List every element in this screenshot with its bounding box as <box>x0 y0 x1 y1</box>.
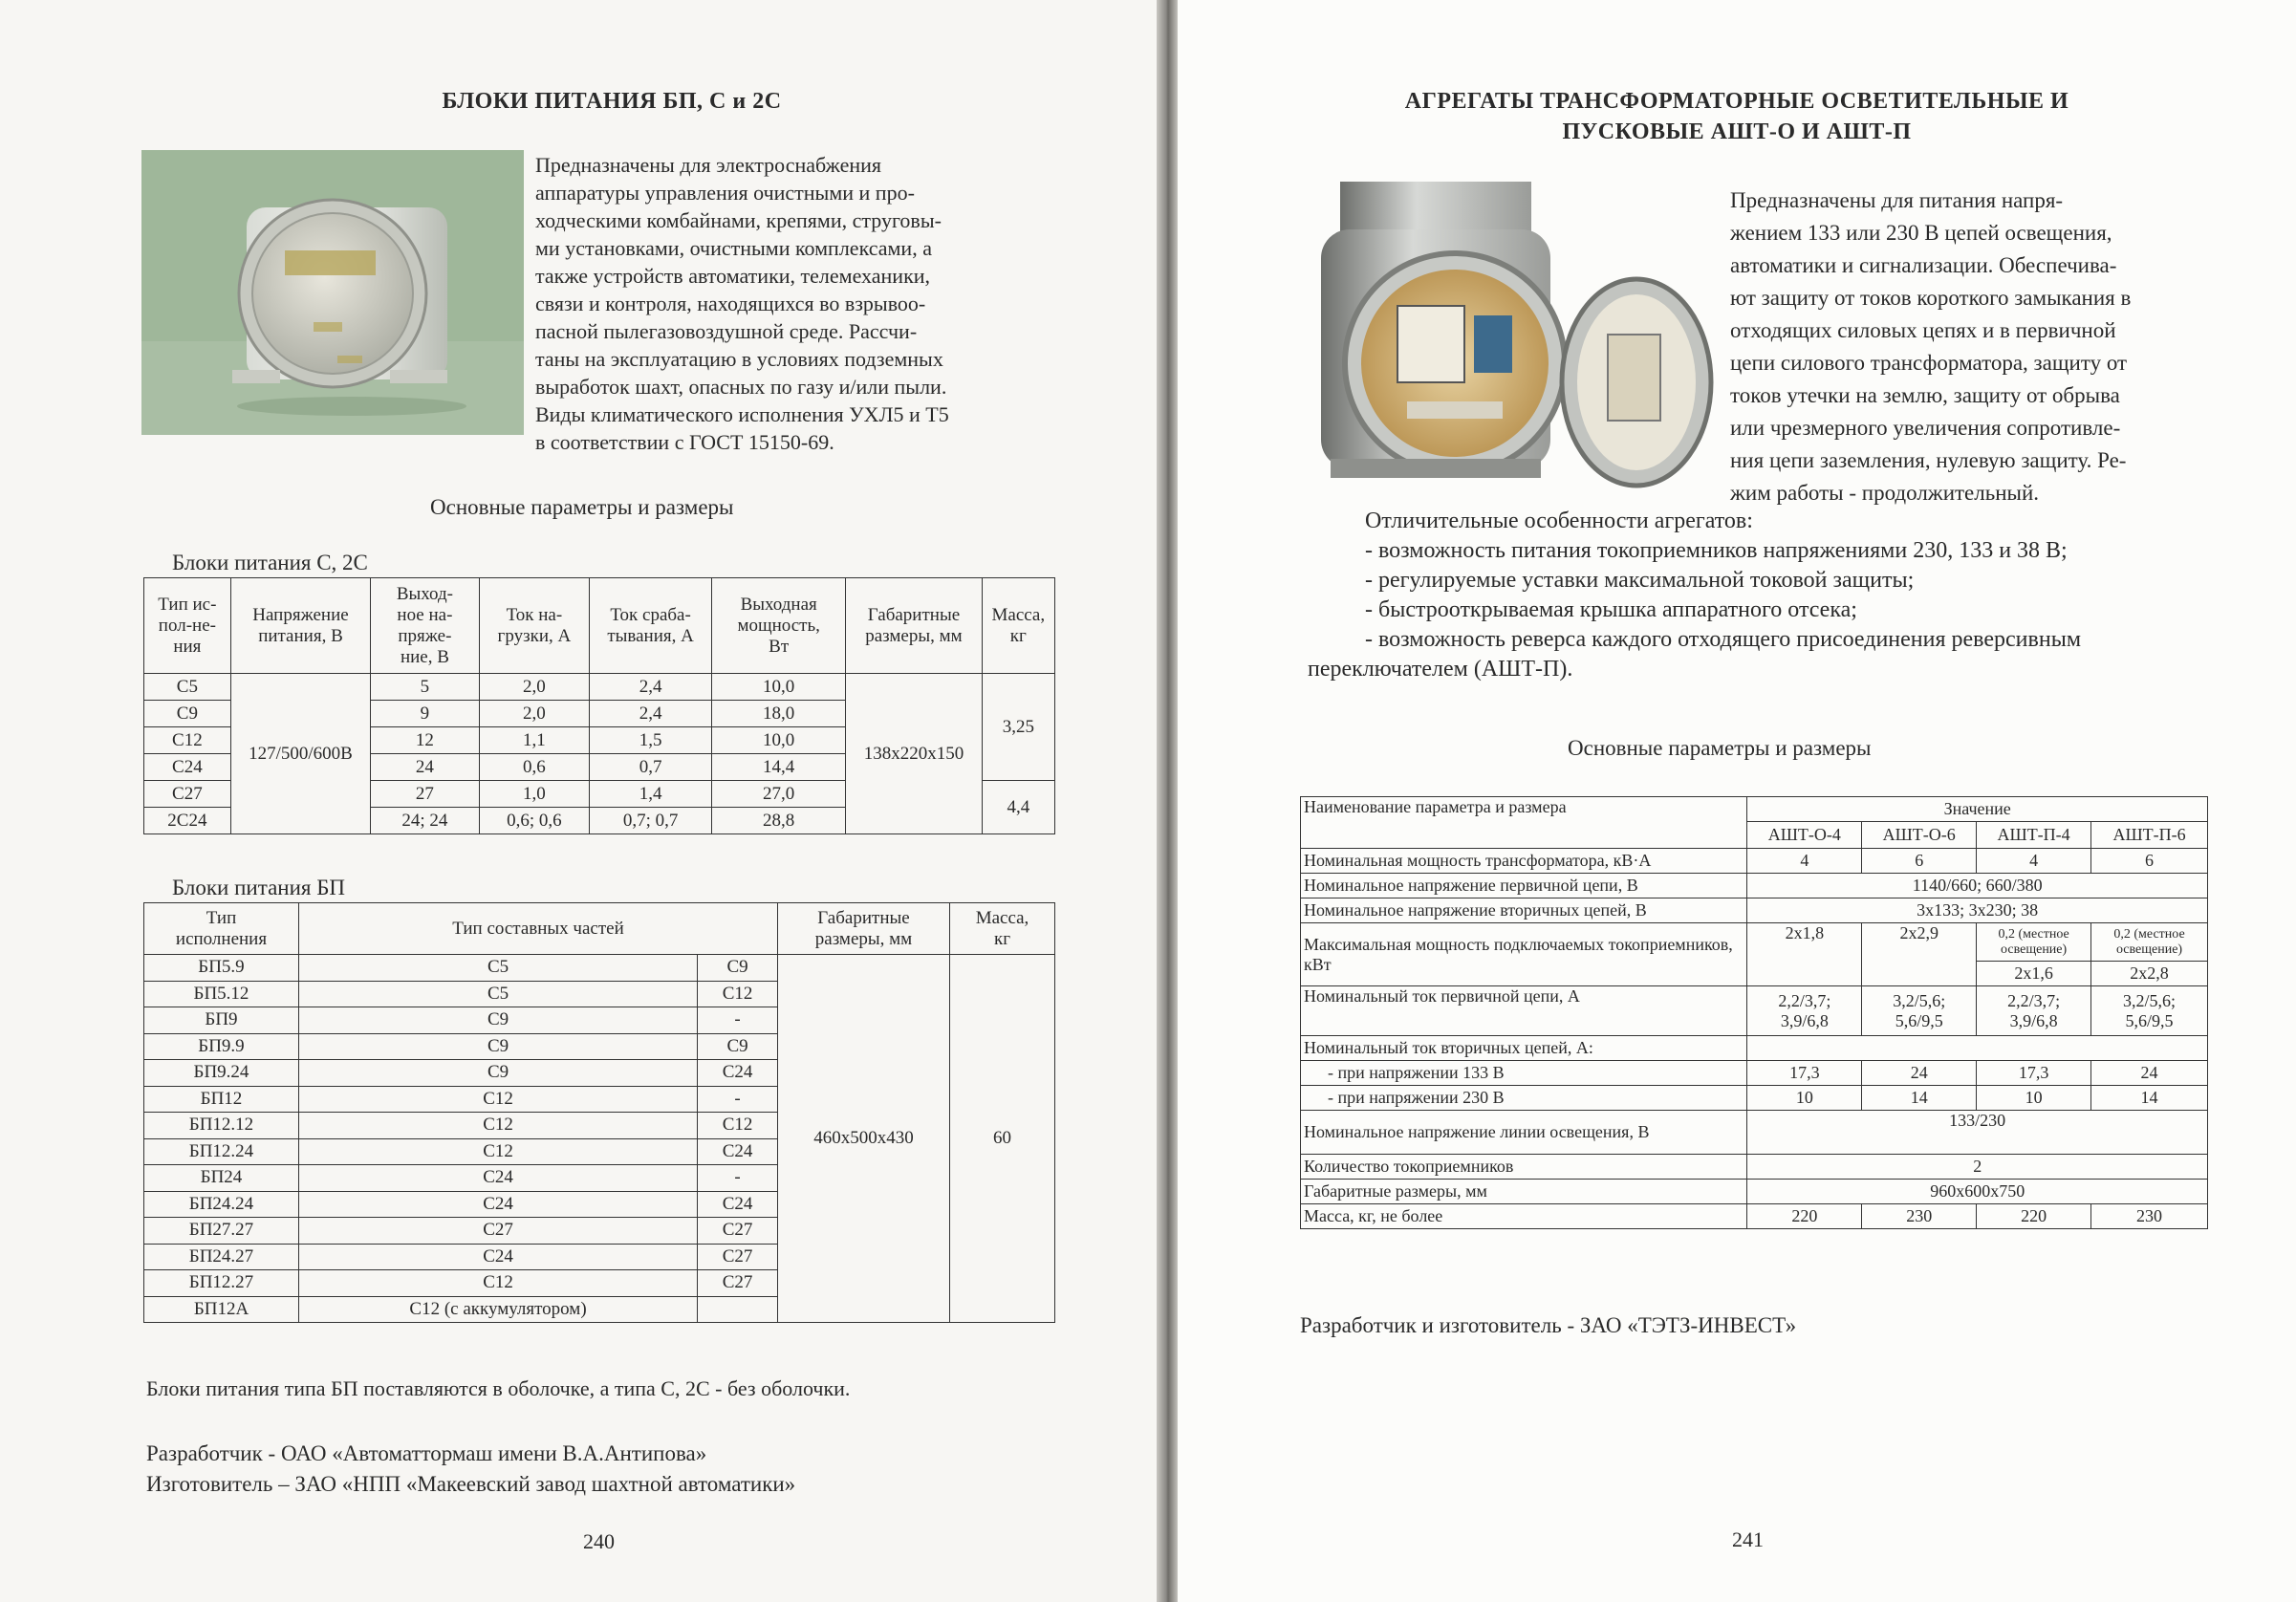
features-heading: Отличительные особенности агрегатов: <box>1365 509 1753 533</box>
t3-cell: 3,2/5,6; 5,6/9,5 <box>1862 986 1977 1036</box>
t3-cell: 230 <box>2091 1204 2208 1229</box>
t3-cell-note: 0,2 (местное освещение) <box>1977 923 2091 962</box>
t3-cell: 133/230 <box>1747 1111 2208 1155</box>
t2-cell: С9 <box>698 955 778 982</box>
t2-cell: С5 <box>299 955 698 982</box>
t3-cell: 2x1,8 <box>1747 923 1862 986</box>
t3-model: АШТ-П-6 <box>2091 822 2208 849</box>
features-list <box>1308 507 2292 684</box>
t3-row-label: Количество токоприемников <box>1301 1155 1747 1180</box>
t2-cell: БП24 <box>144 1165 299 1192</box>
t1-mass-b: 4,4 <box>982 781 1054 834</box>
t2-cell: С24 <box>299 1244 698 1270</box>
feature-item: - быстрооткрываемая крышка аппаратного отсека; <box>1365 597 1857 622</box>
right-page-title <box>1235 86 2239 147</box>
table1-caption: Блоки питания С, 2С <box>172 551 368 574</box>
page-number-right: 241 <box>1732 1527 1764 1551</box>
t2-cell: С12 <box>299 1270 698 1297</box>
t2-cell: С12 <box>698 981 778 1007</box>
features-continuation: переключателем (АШТ-П). <box>1308 657 1573 682</box>
t1-trip-current: 2,4 <box>590 701 712 727</box>
left-params-heading: Основные параметры и размеры <box>430 495 734 519</box>
t3-header-value: Значение <box>1747 797 2208 822</box>
t2-cell: С27 <box>299 1218 698 1245</box>
table2-caption: Блоки питания БП <box>172 876 346 899</box>
t2-header: Габаритные размеры, мм <box>778 903 950 955</box>
t2-cell: - <box>698 1086 778 1113</box>
power-unit-illustration <box>141 150 524 435</box>
t3-cell: 2x2,9 <box>1862 923 1977 986</box>
t3-cell: 2,2/3,7; 3,9/6,8 <box>1977 986 2091 1036</box>
t1-load-current: 2,0 <box>479 701 590 727</box>
t2-cell: БП12 <box>144 1086 299 1113</box>
t3-cell: 6 <box>1862 849 1977 874</box>
left-page-title: БЛОКИ ПИТАНИЯ БП, С и 2С <box>442 89 782 114</box>
t3-row-label: Номинальный ток первичной цепи, А <box>1301 986 1747 1036</box>
t3-model: АШТ-О-6 <box>1862 822 1977 849</box>
t1-trip-current: 0,7 <box>590 754 712 781</box>
left-developer: Разработчик - ОАО «Автоматтормаш имени В.А.Антипова» <box>146 1441 707 1465</box>
t1-power: 18,0 <box>712 701 846 727</box>
t2-cell: С9 <box>299 1033 698 1060</box>
t1-trip-current: 1,4 <box>590 781 712 808</box>
feature-item: - возможность питания токоприемников напряжениями 230, 133 и 38 В; <box>1365 538 2068 563</box>
table-blocks-bp <box>143 902 1055 1323</box>
t3-cell: 17,3 <box>1977 1061 2091 1086</box>
t3-cell: 10 <box>1747 1086 1862 1111</box>
t1-out-voltage: 27 <box>371 781 479 808</box>
t3-cell: 220 <box>1747 1204 1862 1229</box>
t1-power: 28,8 <box>712 808 846 834</box>
t2-cell: БП9 <box>144 1007 299 1034</box>
t3-cell: 3x133; 3x230; 38 <box>1747 898 2208 923</box>
intro-line: таны на эксплуатацию в условиях подземных <box>535 347 943 371</box>
t3-cell-note: 0,2 (местное освещение) <box>2091 923 2208 962</box>
t2-cell: С12 <box>698 1113 778 1139</box>
left-intro <box>535 151 1053 456</box>
t3-cell: 2x2,8 <box>2091 962 2208 986</box>
t3-header-name: Наименование параметра и размера <box>1301 797 1747 849</box>
t3-cell: 2,2/3,7; 3,9/6,8 <box>1747 986 1862 1036</box>
table-row <box>144 955 1055 982</box>
t3-row-label: Номинальное напряжение первичной цепи, В <box>1301 874 1747 898</box>
intro-line: ния цепи заземления, нулевую защиту. Ре- <box>1730 448 2127 472</box>
t1-power: 27,0 <box>712 781 846 808</box>
t3-cell: 230 <box>1862 1204 1977 1229</box>
right-params-heading: Основные параметры и размеры <box>1568 736 1872 760</box>
t1-out-voltage: 5 <box>371 674 479 701</box>
t1-out-voltage: 9 <box>371 701 479 727</box>
t3-cell: 4 <box>1747 849 1862 874</box>
t2-cell: С24 <box>698 1138 778 1165</box>
t1-power: 10,0 <box>712 674 846 701</box>
intro-line: ходческими комбайнами, крепями, струговы- <box>535 208 942 232</box>
t1-type: С5 <box>144 674 231 701</box>
t1-supply-voltage: 127/500/600В <box>230 674 370 834</box>
t1-header: Напряжение питания, В <box>230 578 370 674</box>
intro-line: Виды климатического исполнения УХЛ5 и Т5 <box>535 402 949 426</box>
t1-trip-current: 2,4 <box>590 674 712 701</box>
intro-line: ют защиту от токов короткого замыкания в <box>1730 286 2132 310</box>
table-blocks-c-2c <box>143 577 1055 834</box>
t1-header: Ток на- грузки, А <box>479 578 590 674</box>
t2-cell-empty <box>698 1296 778 1323</box>
right-title-line2: ПУСКОВЫЕ АШТ-О И АШТ-П <box>1562 119 1912 144</box>
transformer-unit-photo <box>1321 172 1715 497</box>
t3-row-label: - при напряжении 133 В <box>1301 1061 1747 1086</box>
t2-header: Тип исполнения <box>144 903 299 955</box>
t3-row-label: Номинальный ток вторичных цепей, А: <box>1301 1036 1747 1061</box>
t1-mass-a: 3,25 <box>982 674 1054 781</box>
t2-cell: БП9.24 <box>144 1060 299 1087</box>
t2-cell: С9 <box>299 1060 698 1087</box>
t1-type: 2С24 <box>144 808 231 834</box>
t1-load-current: 0,6; 0,6 <box>479 808 590 834</box>
right-title-line1: АГРЕГАТЫ ТРАНСФОРМАТОРНЫЕ ОСВЕТИТЕЛЬНЫЕ И <box>1404 89 2069 114</box>
t3-cell: 14 <box>1862 1086 1977 1111</box>
t1-header: Тип ис- пол-не- ния <box>144 578 231 674</box>
intro-line: ми установками, очистными комплексами, а <box>535 236 932 260</box>
t2-cell: С24 <box>299 1165 698 1192</box>
t2-cell: БП24.27 <box>144 1244 299 1270</box>
t3-cell: 24 <box>2091 1061 2208 1086</box>
t2-cell: С24 <box>698 1060 778 1087</box>
t2-cell: С27 <box>698 1218 778 1245</box>
intro-line: выработок шахт, опасных по газу и/или пыли. <box>535 375 947 399</box>
intro-line: жением 133 или 230 В цепей освещения, <box>1730 221 2112 245</box>
right-page <box>1178 0 2296 1602</box>
t2-mass: 60 <box>950 955 1055 1323</box>
t1-load-current: 0,6 <box>479 754 590 781</box>
t3-cell: 1140/660; 660/380 <box>1747 874 2208 898</box>
left-manufacturer: Изготовитель – ЗАО «НПП «Макеевский завод шахтной автоматики» <box>146 1472 796 1496</box>
t3-cell: 220 <box>1977 1204 2091 1229</box>
t1-dims: 138x220x150 <box>846 674 982 834</box>
t3-row-label: Номинальное напряжение вторичных цепей, В <box>1301 898 1747 923</box>
t2-cell: С24 <box>698 1191 778 1218</box>
t1-out-voltage: 24; 24 <box>371 808 479 834</box>
t2-cell: С27 <box>698 1244 778 1270</box>
intro-line: отходящих силовых цепях и в первичной <box>1730 318 2116 342</box>
t2-cell: С12 <box>299 1138 698 1165</box>
t3-model: АШТ-О-4 <box>1747 822 1862 849</box>
transformer-unit-illustration <box>1321 172 1715 497</box>
t3-model: АШТ-П-4 <box>1977 822 2091 849</box>
t1-header: Масса, кг <box>982 578 1054 674</box>
t1-type: С27 <box>144 781 231 808</box>
t1-type: С9 <box>144 701 231 727</box>
t2-cell: С12 <box>299 1113 698 1139</box>
t1-load-current: 2,0 <box>479 674 590 701</box>
intro-line: также устройств автоматики, телемеханики, <box>535 264 931 288</box>
feature-item: - регулируемые уставки максимальной токовой защиты; <box>1365 568 1915 593</box>
t3-cell: 6 <box>2091 849 2208 874</box>
table-asht-params <box>1300 796 2208 1229</box>
t3-cell: 2 <box>1747 1155 2208 1180</box>
intro-line: в соответствии с ГОСТ 15150-69. <box>535 430 834 454</box>
t1-out-voltage: 12 <box>371 727 479 754</box>
t1-power: 10,0 <box>712 727 846 754</box>
t3-cell-empty <box>1747 1036 2208 1061</box>
t2-cell: БП12.12 <box>144 1113 299 1139</box>
t3-row-label: Номинальная мощность трансформатора, кВ·А <box>1301 849 1747 874</box>
t1-type: С12 <box>144 727 231 754</box>
right-intro <box>1730 184 2241 509</box>
page-number-left: 240 <box>583 1529 615 1553</box>
t2-cell: БП24.24 <box>144 1191 299 1218</box>
t2-header: Тип составных частей <box>299 903 778 955</box>
t2-cell: - <box>698 1007 778 1034</box>
intro-line: Предназначены для электроснабжения <box>535 153 882 177</box>
t2-cell: БП27.27 <box>144 1218 299 1245</box>
t2-cell: С12 (с аккумулятором) <box>299 1296 698 1323</box>
book-gutter <box>1157 0 1178 1602</box>
intro-line: цепи силового трансформатора, защиту от <box>1730 351 2128 375</box>
t2-cell: С12 <box>299 1086 698 1113</box>
t2-cell: С27 <box>698 1270 778 1297</box>
t2-cell: БП12А <box>144 1296 299 1323</box>
t3-row-label: Масса, кг, не более <box>1301 1204 1747 1229</box>
t3-row-label: Максимальная мощность подключаемых токоприемников, кВт <box>1301 923 1747 986</box>
t3-cell: 17,3 <box>1747 1061 1862 1086</box>
t3-row-label: Габаритные размеры, мм <box>1301 1180 1747 1204</box>
t3-row-label: Номинальное напряжение линии освещения, В <box>1301 1111 1747 1155</box>
intro-line: токов утечки на землю, защиту от обрыва <box>1730 383 2120 407</box>
t2-cell: БП5.12 <box>144 981 299 1007</box>
t3-cell: 960x600x750 <box>1747 1180 2208 1204</box>
t3-cell: 2x1,6 <box>1977 962 2091 986</box>
intro-line: Предназначены для питания напря- <box>1730 188 2064 212</box>
t2-cell: - <box>698 1165 778 1192</box>
right-developer: Разработчик и изготовитель - ЗАО «ТЭТЗ-ИНВЕСТ» <box>1300 1313 1797 1337</box>
t2-cell: БП5.9 <box>144 955 299 982</box>
t2-dims: 460x500x430 <box>778 955 950 1323</box>
t1-power: 14,4 <box>712 754 846 781</box>
feature-item: - возможность реверса каждого отходящего присоединения реверсивным <box>1365 627 2082 652</box>
t1-out-voltage: 24 <box>371 754 479 781</box>
power-unit-photo <box>141 150 524 435</box>
t3-cell: 24 <box>1862 1061 1977 1086</box>
intro-line: аппаратуры управления очистными и про- <box>535 181 915 205</box>
t3-cell: 14 <box>2091 1086 2208 1111</box>
t3-cell: 4 <box>1977 849 2091 874</box>
intro-line: жим работы - продолжительный. <box>1730 481 2040 505</box>
t1-load-current: 1,0 <box>479 781 590 808</box>
intro-line: или чрезмерного увеличения сопротивле- <box>1730 416 2121 440</box>
t1-trip-current: 0,7; 0,7 <box>590 808 712 834</box>
intro-line: пасной пылегазовоздушной среде. Рассчи- <box>535 319 918 343</box>
t1-trip-current: 1,5 <box>590 727 712 754</box>
intro-line: связи и контроля, находящихся во взрывоо- <box>535 292 926 315</box>
t3-cell: 10 <box>1977 1086 2091 1111</box>
left-note: Блоки питания типа БП поставляются в оболочке, а типа С, 2С - без оболочки. <box>146 1376 851 1400</box>
t1-header: Выходная мощность, Вт <box>712 578 846 674</box>
intro-line: автоматики и сигнализации. Обеспечива- <box>1730 253 2117 277</box>
t1-header: Выход- ное на- пряже- ние, В <box>371 578 479 674</box>
t2-cell: С5 <box>299 981 698 1007</box>
t2-cell: БП9.9 <box>144 1033 299 1060</box>
t2-cell: БП12.27 <box>144 1270 299 1297</box>
t1-header: Габаритные размеры, мм <box>846 578 982 674</box>
t2-cell: С24 <box>299 1191 698 1218</box>
t2-cell: С9 <box>299 1007 698 1034</box>
t3-cell: 3,2/5,6; 5,6/9,5 <box>2091 986 2208 1036</box>
t1-header: Ток сраба- тывания, А <box>590 578 712 674</box>
t2-header: Масса, кг <box>950 903 1055 955</box>
t1-load-current: 1,1 <box>479 727 590 754</box>
t1-type: С24 <box>144 754 231 781</box>
t2-cell: С9 <box>698 1033 778 1060</box>
t3-row-label: - при напряжении 230 В <box>1301 1086 1747 1111</box>
t2-cell: БП12.24 <box>144 1138 299 1165</box>
